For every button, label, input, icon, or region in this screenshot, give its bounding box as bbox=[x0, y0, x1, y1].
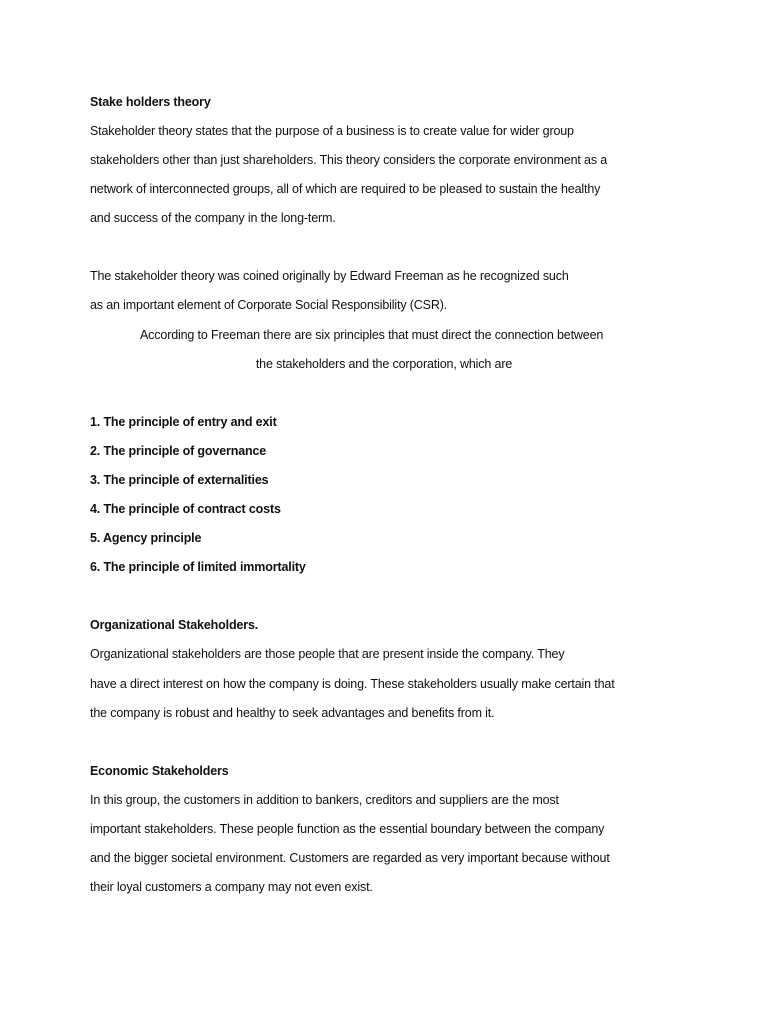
principle-item: 6. The principle of limited immortality bbox=[90, 560, 306, 574]
principle-item: 1. The principle of entry and exit bbox=[90, 415, 277, 429]
principle-item: 4. The principle of contract costs bbox=[90, 502, 281, 516]
organizational-line: the company is robust and healthy to seek advantages and benefits from it. bbox=[90, 706, 495, 720]
intro-line: and success of the company in the long-term. bbox=[90, 211, 336, 225]
economic-line: and the bigger societal environment. Customers are regarded as very important because without bbox=[90, 851, 610, 865]
principle-item: 5. Agency principle bbox=[90, 531, 202, 545]
organizational-line: have a direct interest on how the company is doing. These stakeholders usually make certain that bbox=[90, 677, 615, 691]
organizational-heading: Organizational Stakeholders. bbox=[90, 618, 259, 632]
intro-line: stakeholders other than just shareholders. This theory considers the corporate environment as a bbox=[90, 153, 608, 167]
economic-line: In this group, the customers in addition to bankers, creditors and suppliers are the most bbox=[90, 793, 559, 807]
principle-item: 2. The principle of governance bbox=[90, 444, 267, 458]
freeman-centered-line: According to Freeman there are six principles that must direct the connection between bbox=[140, 328, 604, 342]
economic-line: their loyal customers a company may not even exist. bbox=[90, 880, 373, 894]
economic-line: important stakeholders. These people function as the essential boundary between the company bbox=[90, 822, 605, 836]
intro-line: network of interconnected groups, all of which are required to be pleased to sustain the healthy bbox=[90, 182, 601, 196]
principle-item: 3. The principle of externalities bbox=[90, 473, 269, 487]
freeman-centered-line: the stakeholders and the corporation, which are bbox=[255, 357, 513, 371]
intro-line: Stakeholder theory states that the purpose of a business is to create value for wider group bbox=[90, 124, 574, 138]
economic-heading: Economic Stakeholders bbox=[90, 764, 229, 778]
freeman-line: as an important element of Corporate Social Responsibility (CSR). bbox=[90, 298, 448, 312]
organizational-line: Organizational stakeholders are those people that are present inside the company. They bbox=[90, 647, 565, 661]
freeman-line: The stakeholder theory was coined originally by Edward Freeman as he recognized such bbox=[90, 269, 569, 283]
section-heading: Stake holders theory bbox=[90, 95, 211, 109]
